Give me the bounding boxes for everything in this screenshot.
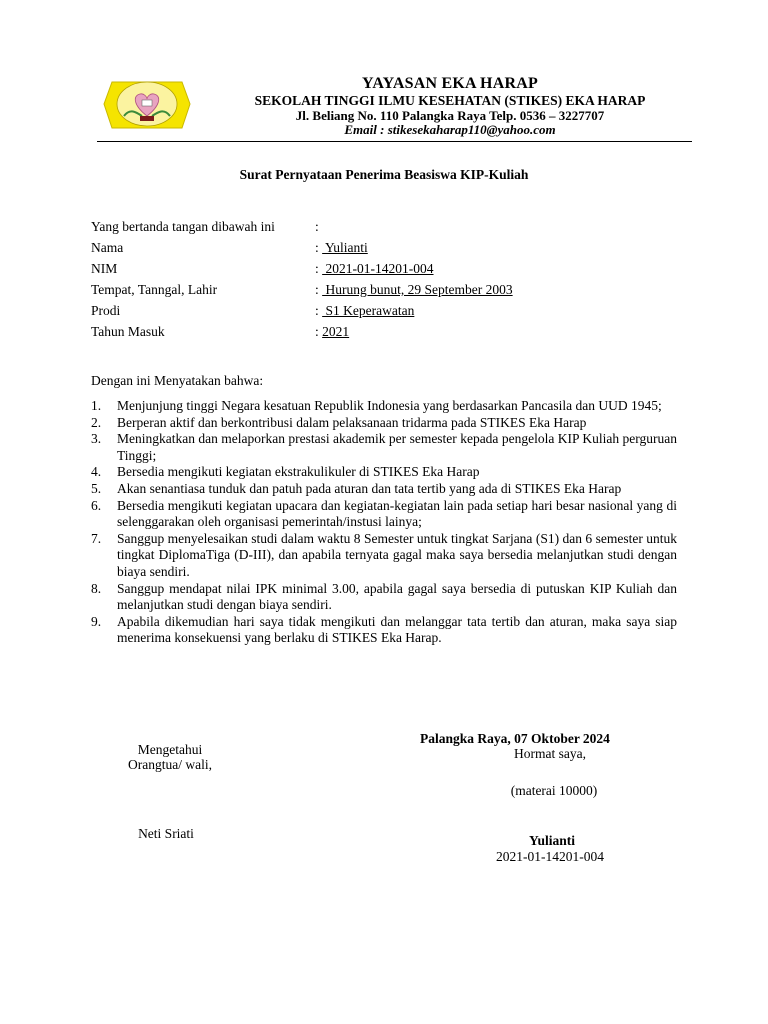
- orangtua-label: Orangtua/ wali,: [128, 757, 212, 772]
- statement-list: [91, 398, 677, 647]
- list-item: 5. Akan senantiasa tunduk dan patuh pada aturan dan tata tertib yang ada di STIKES Eka Harap: [91, 480, 622, 496]
- field-label-prodi: Prodi: [91, 303, 121, 318]
- school-address: Jl. Beliang No. 110 Palangka Raya Telp. 0536 – 3227707: [295, 108, 605, 123]
- list-item: 3. Meningkatkan dan melaporkan prestasi akademik per semester kepada pengelola KIP Kuliah perguruan Tinggi;: [91, 431, 677, 463]
- field-label-nim: NIM: [91, 261, 118, 276]
- place-date: Palangka Raya, 07 Oktober 2024: [420, 731, 610, 746]
- statement-intro: Dengan ini Menyatakan bahwa:: [91, 373, 264, 388]
- field-value-nama: : Yulianti: [315, 240, 368, 255]
- field-label-nama: Nama: [91, 240, 124, 255]
- signer-nim: 2021-01-14201-004: [496, 849, 604, 864]
- school-name: SEKOLAH TINGGI ILMU KESEHATAN (STIKES) EKA HARAP: [254, 93, 646, 108]
- mengetahui-label: Mengetahui: [137, 742, 203, 757]
- field-value-tahun-masuk: : 2021: [315, 324, 350, 339]
- school-email: Email : stikesekaharap110@yahoo.com: [344, 122, 556, 137]
- field-value-nim: : 2021-01-14201-004: [315, 261, 434, 276]
- list-item: 1. Menjunjung tinggi Negara kesatuan Republik Indonesia yang berdasarkan Pancasila dan UUD 1945;: [91, 398, 662, 413]
- signer-name: Yulianti: [528, 833, 576, 848]
- materai-note: (materai 10000): [510, 783, 598, 798]
- letterhead-divider: [97, 141, 692, 142]
- field-label-ttl: Tempat, Tanngal, Lahir: [91, 282, 218, 297]
- list-item: 8. Sanggup mendapat nilai IPK minimal 3.00, apabila gagal saya bersedia di putuskan KIP Kuliah dan melanjutkan studi dengan biaya sendiri.: [91, 580, 677, 613]
- field-value-prodi: : S1 Keperawatan: [315, 303, 415, 318]
- list-item: 9. Apabila dikemudian hari saya tidak mengikuti dan melanggar tata tertib dan aturan, maka saya siap menerima konsekuensi yang berlaku di STIKES Eka Harap.: [91, 613, 677, 646]
- list-item: 6. Bersedia mengikuti kegiatan upacara dan kegiatan-kegiatan lain pada setiap hari besar nasional yang di selenggarakan oleh organisasi pemerintah/instusi lainya;: [91, 497, 677, 530]
- list-item: 2. Berperan aktif dan berkontribusi dalam pelaksanaan tridarma pada STIKES Eka Harap: [91, 414, 587, 430]
- foundation-name: YAYASAN EKA HARAP: [362, 75, 538, 92]
- field-value: :: [315, 219, 319, 234]
- list-item: 4. Bersedia mengikuti kegiatan ekstrakulikuler di STIKES Eka Harap: [91, 464, 480, 480]
- parent-name: Neti Sriati: [138, 826, 194, 841]
- document-title: Surat Pernyataan Penerima Beasiswa KIP-Kuliah: [239, 167, 529, 182]
- field-value-ttl: : Hurung bunut, 29 September 2003: [315, 282, 513, 297]
- list-item: 7. Sanggup menyelesaikan studi dalam waktu 8 Semester untuk tingkat Sarjana (S1) dan 6 semester untuk tingkat DiplomaTiga (D-III), dan apabila ternyata gagal maka saya bersedia melanjutkan studi dengan biaya sendiri.: [91, 530, 677, 579]
- school-logo: [102, 72, 192, 136]
- hormat-saya: Hormat saya,: [514, 746, 586, 761]
- field-label: Yang bertanda tangan dibawah ini: [91, 219, 275, 234]
- field-label-tahun-masuk: Tahun Masuk: [91, 324, 165, 339]
